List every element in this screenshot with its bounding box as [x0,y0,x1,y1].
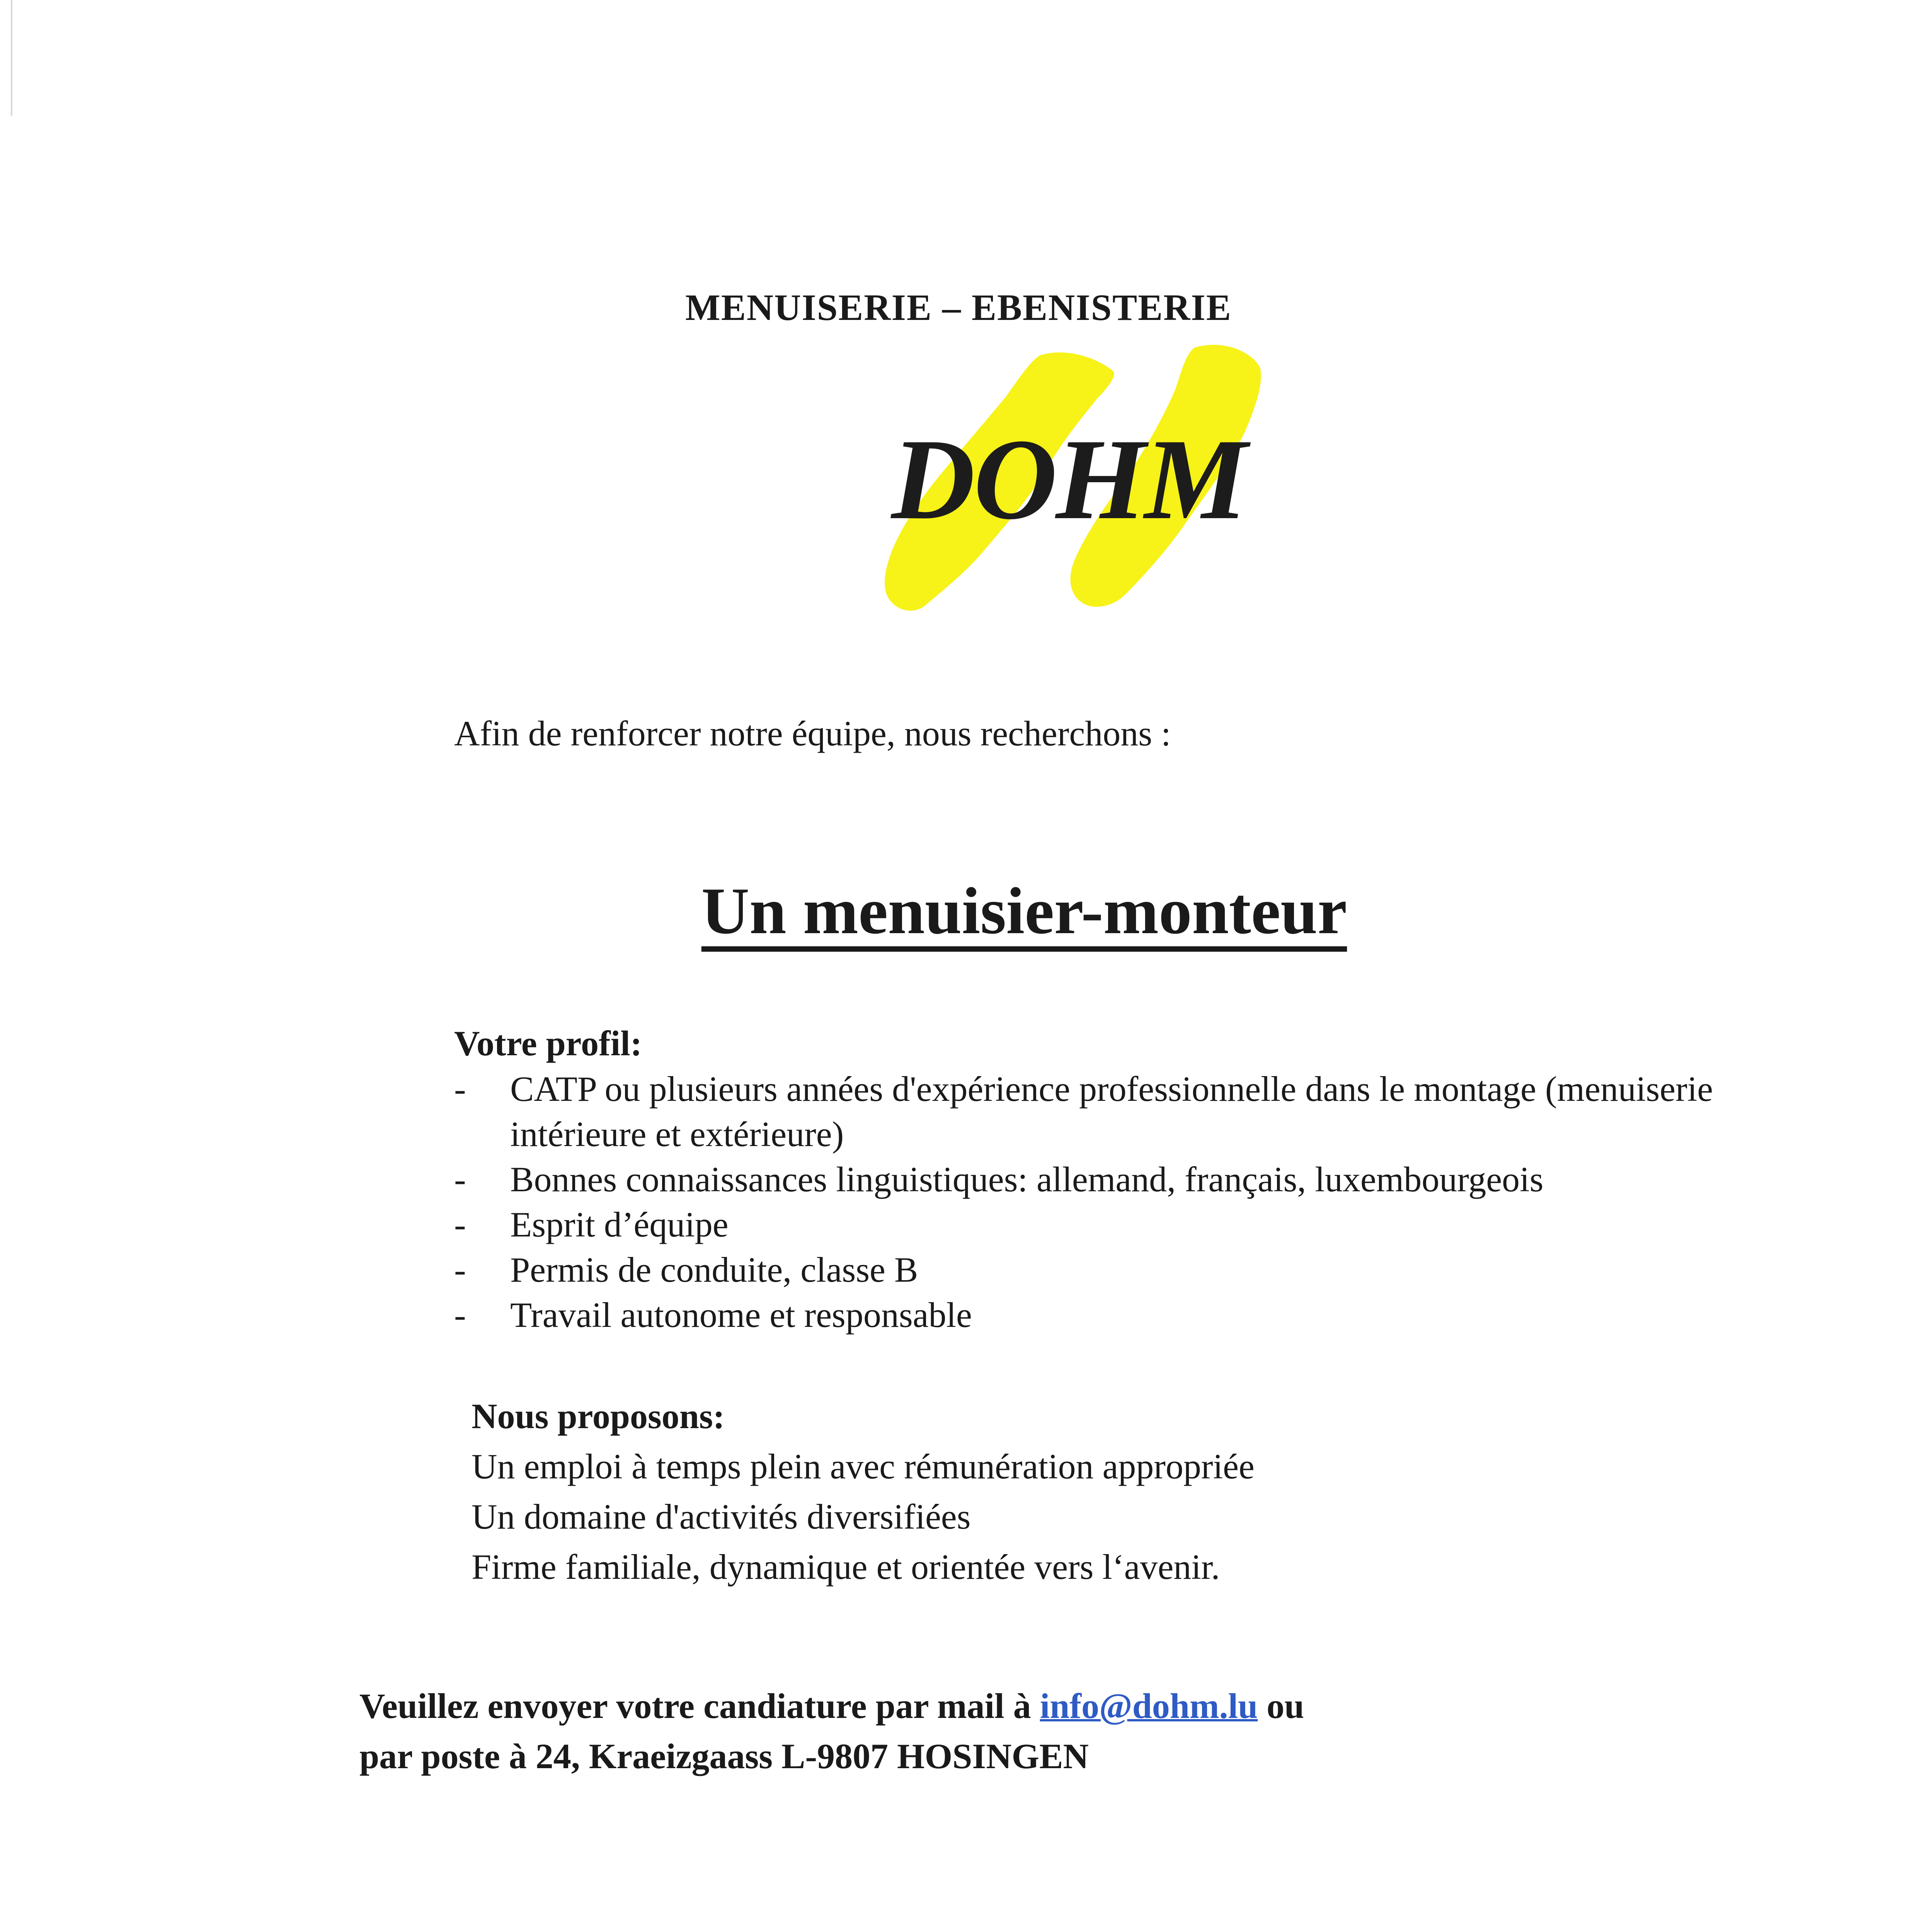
list-dash: - [454,1205,466,1244]
contact-mail-suffix: ou [1267,1686,1304,1726]
list-dash: - [454,1250,466,1289]
list-item-text: Esprit d’équipe [510,1205,729,1244]
list-item [454,1293,1807,1338]
list-dash: - [454,1069,466,1109]
list-item-text: Permis de conduite, classe B [510,1250,918,1289]
intro-text: Afin de renforcer notre équipe, nous recherchons : [454,714,1171,753]
list-dash: - [454,1295,466,1335]
list-item-text: Bonnes connaissances linguistiques: allemand, français, luxembourgeois [510,1160,1544,1199]
list-item [454,1202,1807,1247]
dohm-logo [846,340,1291,618]
list-item-text: Travail autonome et responsable [510,1295,972,1335]
contact-address: par poste à 24, Kraeizgaass L-9807 HOSINGEN [359,1736,1089,1776]
offer-heading: Nous proposons: [472,1396,725,1436]
list-item [454,1247,1807,1293]
profile-list [454,1066,1807,1338]
list-item-text: CATP ou plusieurs années d'expérience professionnelle dans le montage (menuiserie intérieure et extérieure) [510,1069,1713,1154]
contact-mail-prefix: Veuillez envoyer votre candiature par mail à [359,1686,1031,1726]
contact-section [359,1681,1712,1781]
list-item [454,1157,1807,1202]
offer-section [472,1391,1747,1592]
scan-edge-mark [11,0,12,116]
job-title: Un menuisier-monteur [701,874,1347,948]
list-item [454,1066,1807,1157]
profile-heading: Votre profil: [454,1024,642,1063]
offer-line: Firme familiale, dynamique et orientée vers l‘avenir. [472,1547,1220,1587]
profile-section [454,1020,1807,1338]
contact-line-1 [359,1681,1712,1731]
logo-wordmark: DOHM [891,415,1246,543]
list-dash: - [454,1160,466,1199]
email-link[interactable]: info@dohm.lu [1040,1686,1258,1726]
offer-line: Un emploi à temps plein avec rémunération appropriée [472,1447,1255,1486]
offer-line: Un domaine d'activités diversifiées [472,1497,971,1536]
company-type-heading: MENUISERIE – EBENISTERIE [685,287,1232,328]
